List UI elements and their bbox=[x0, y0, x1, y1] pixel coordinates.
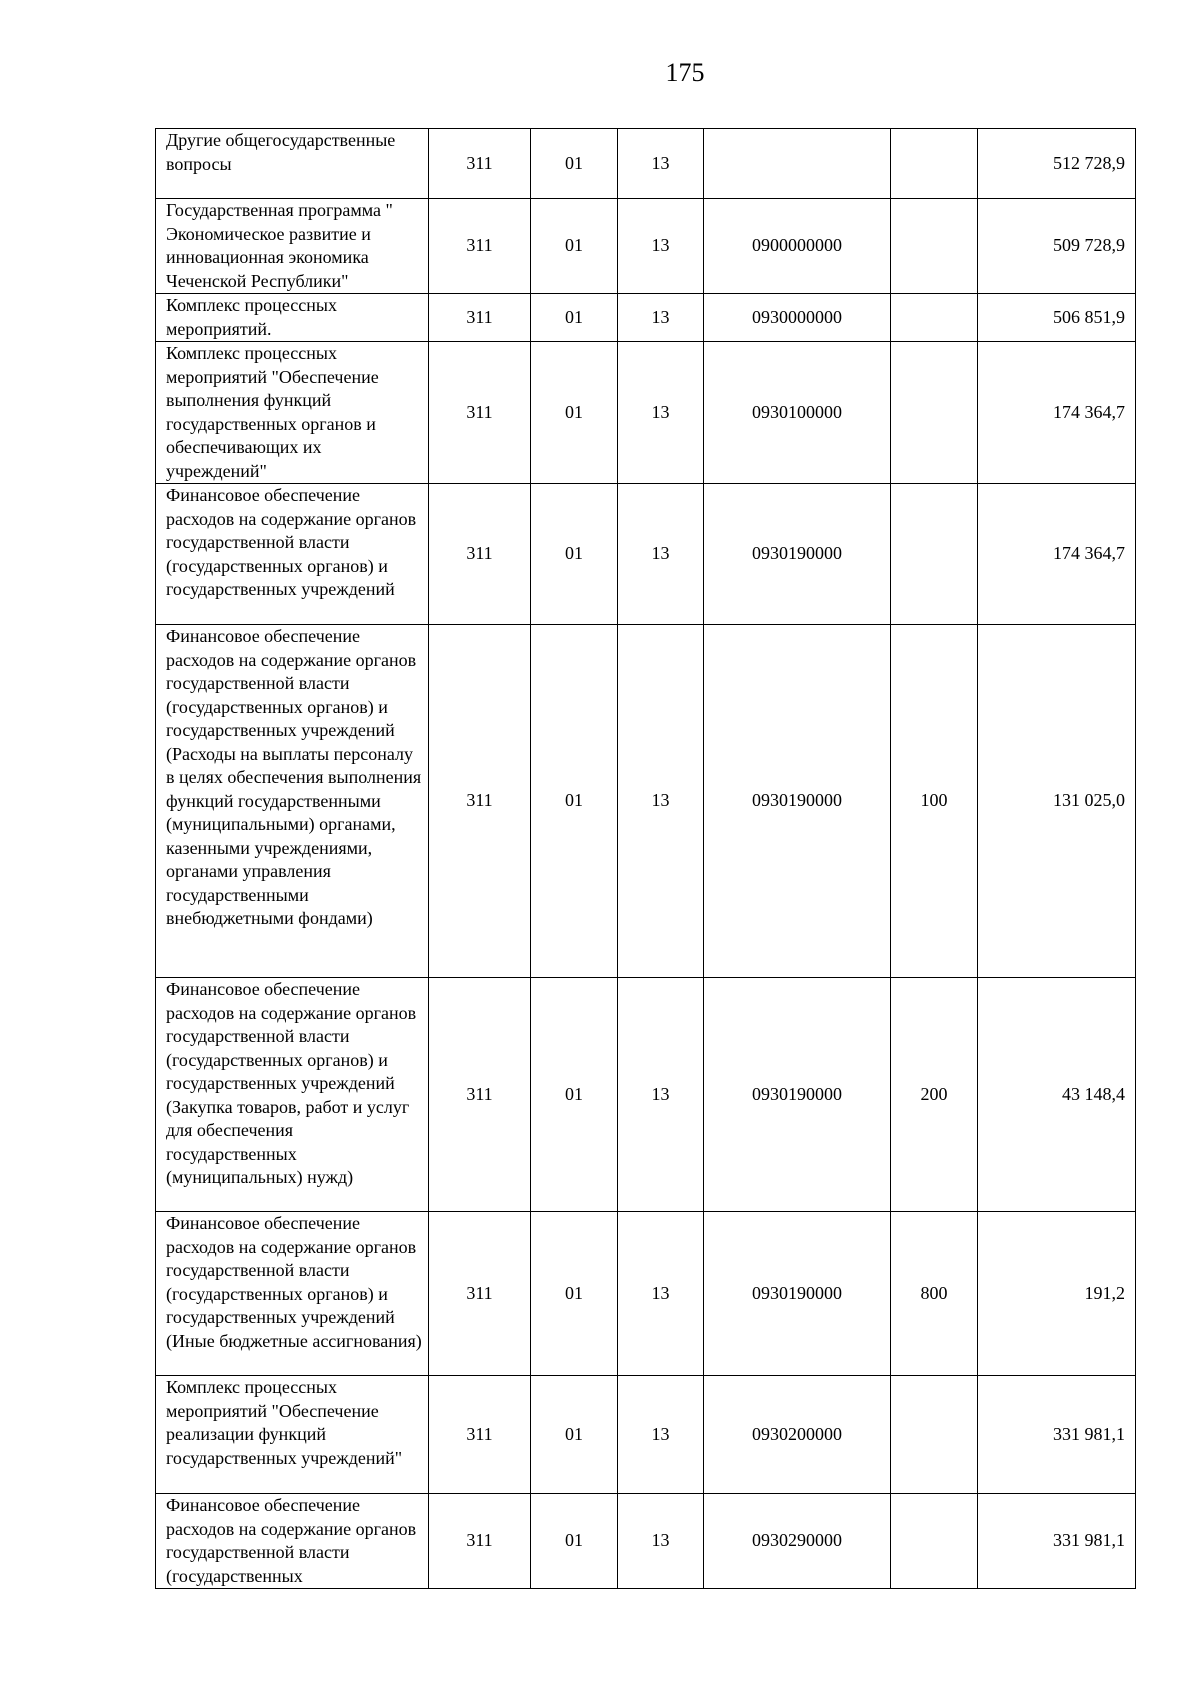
budget-table bbox=[155, 128, 1136, 1589]
target-item-code: 0930200000 bbox=[704, 1376, 891, 1494]
target-item-code: 0930190000 bbox=[704, 484, 891, 625]
row-name: Финансовое обеспечение расходов на содержание органов государственной власти (государственных органов) и государственных учреждений (Иные бюджетные ассигнования) bbox=[156, 1212, 429, 1376]
amount: 512 728,9 bbox=[978, 129, 1136, 199]
table-row bbox=[156, 342, 1136, 484]
row-name: Финансовое обеспечение расходов на содержание органов государственной власти (государственных bbox=[156, 1494, 429, 1589]
row-name: Другие общегосударственные вопросы bbox=[156, 129, 429, 199]
subsection-code: 13 bbox=[618, 1494, 704, 1589]
amount: 131 025,0 bbox=[978, 625, 1136, 978]
amount: 43 148,4 bbox=[978, 978, 1136, 1212]
department-code: 311 bbox=[429, 199, 531, 294]
subsection-code: 13 bbox=[618, 484, 704, 625]
subsection-code: 13 bbox=[618, 978, 704, 1212]
section-code: 01 bbox=[531, 294, 618, 342]
expense-type-code bbox=[891, 484, 978, 625]
target-item-code: 0930190000 bbox=[704, 978, 891, 1212]
department-code: 311 bbox=[429, 342, 531, 484]
department-code: 311 bbox=[429, 978, 531, 1212]
expense-type-code bbox=[891, 1376, 978, 1494]
target-item-code: 0900000000 bbox=[704, 199, 891, 294]
subsection-code: 13 bbox=[618, 199, 704, 294]
subsection-code: 13 bbox=[618, 129, 704, 199]
subsection-code: 13 bbox=[618, 1376, 704, 1494]
department-code: 311 bbox=[429, 484, 531, 625]
row-name: Финансовое обеспечение расходов на содержание органов государственной власти (государственных органов) и государственных учреждений bbox=[156, 484, 429, 625]
expense-type-code bbox=[891, 294, 978, 342]
target-item-code: 0930190000 bbox=[704, 1212, 891, 1376]
section-code: 01 bbox=[531, 342, 618, 484]
expense-type-code bbox=[891, 342, 978, 484]
table-row bbox=[156, 199, 1136, 294]
row-name: Финансовое обеспечение расходов на содержание органов государственной власти (государственных органов) и государственных учреждений (Закупка товаров, работ и услуг для обеспечения государственных (муниципальных) нужд) bbox=[156, 978, 429, 1212]
subsection-code: 13 bbox=[618, 625, 704, 978]
table-row bbox=[156, 1376, 1136, 1494]
table-row bbox=[156, 129, 1136, 199]
amount: 506 851,9 bbox=[978, 294, 1136, 342]
subsection-code: 13 bbox=[618, 294, 704, 342]
table-row bbox=[156, 1494, 1136, 1589]
table-row bbox=[156, 978, 1136, 1212]
expense-type-code bbox=[891, 1494, 978, 1589]
subsection-code: 13 bbox=[618, 342, 704, 484]
amount: 174 364,7 bbox=[978, 342, 1136, 484]
target-item-code: 0930100000 bbox=[704, 342, 891, 484]
section-code: 01 bbox=[531, 1494, 618, 1589]
page-number: 175 bbox=[665, 58, 705, 87]
department-code: 311 bbox=[429, 1212, 531, 1376]
table-row bbox=[156, 294, 1136, 342]
table-row bbox=[156, 1212, 1136, 1376]
row-name: Государственная программа " Экономическое развитие и инновационная экономика Чеченской Республики" bbox=[156, 199, 429, 294]
expense-type-code bbox=[891, 199, 978, 294]
section-code: 01 bbox=[531, 625, 618, 978]
row-name: Комплекс процессных мероприятий "Обеспечение реализации функций государственных учреждений" bbox=[156, 1376, 429, 1494]
row-name: Финансовое обеспечение расходов на содержание органов государственной власти (государственных органов) и государственных учреждений (Расходы на выплаты персоналу в целях обеспечения выполнения функций государственными (муниципальными) органами, казенными учреждениями, органами управления государственными внебюджетными фондами) bbox=[156, 625, 429, 978]
table-row bbox=[156, 484, 1136, 625]
department-code: 311 bbox=[429, 129, 531, 199]
amount: 331 981,1 bbox=[978, 1494, 1136, 1589]
table-row bbox=[156, 625, 1136, 978]
target-item-code: 0930290000 bbox=[704, 1494, 891, 1589]
subsection-code: 13 bbox=[618, 1212, 704, 1376]
expense-type-code bbox=[891, 129, 978, 199]
section-code: 01 bbox=[531, 1376, 618, 1494]
section-code: 01 bbox=[531, 1212, 618, 1376]
target-item-code: 0930000000 bbox=[704, 294, 891, 342]
amount: 174 364,7 bbox=[978, 484, 1136, 625]
section-code: 01 bbox=[531, 199, 618, 294]
row-name: Комплекс процессных мероприятий. bbox=[156, 294, 429, 342]
section-code: 01 bbox=[531, 129, 618, 199]
expense-type-code: 200 bbox=[891, 978, 978, 1212]
amount: 191,2 bbox=[978, 1212, 1136, 1376]
department-code: 311 bbox=[429, 1376, 531, 1494]
section-code: 01 bbox=[531, 484, 618, 625]
department-code: 311 bbox=[429, 294, 531, 342]
target-item-code bbox=[704, 129, 891, 199]
row-name: Комплекс процессных мероприятий "Обеспечение выполнения функций государственных органов и обеспечивающих их учреждений" bbox=[156, 342, 429, 484]
amount: 509 728,9 bbox=[978, 199, 1136, 294]
department-code: 311 bbox=[429, 625, 531, 978]
amount: 331 981,1 bbox=[978, 1376, 1136, 1494]
target-item-code: 0930190000 bbox=[704, 625, 891, 978]
expense-type-code: 800 bbox=[891, 1212, 978, 1376]
department-code: 311 bbox=[429, 1494, 531, 1589]
expense-type-code: 100 bbox=[891, 625, 978, 978]
section-code: 01 bbox=[531, 978, 618, 1212]
